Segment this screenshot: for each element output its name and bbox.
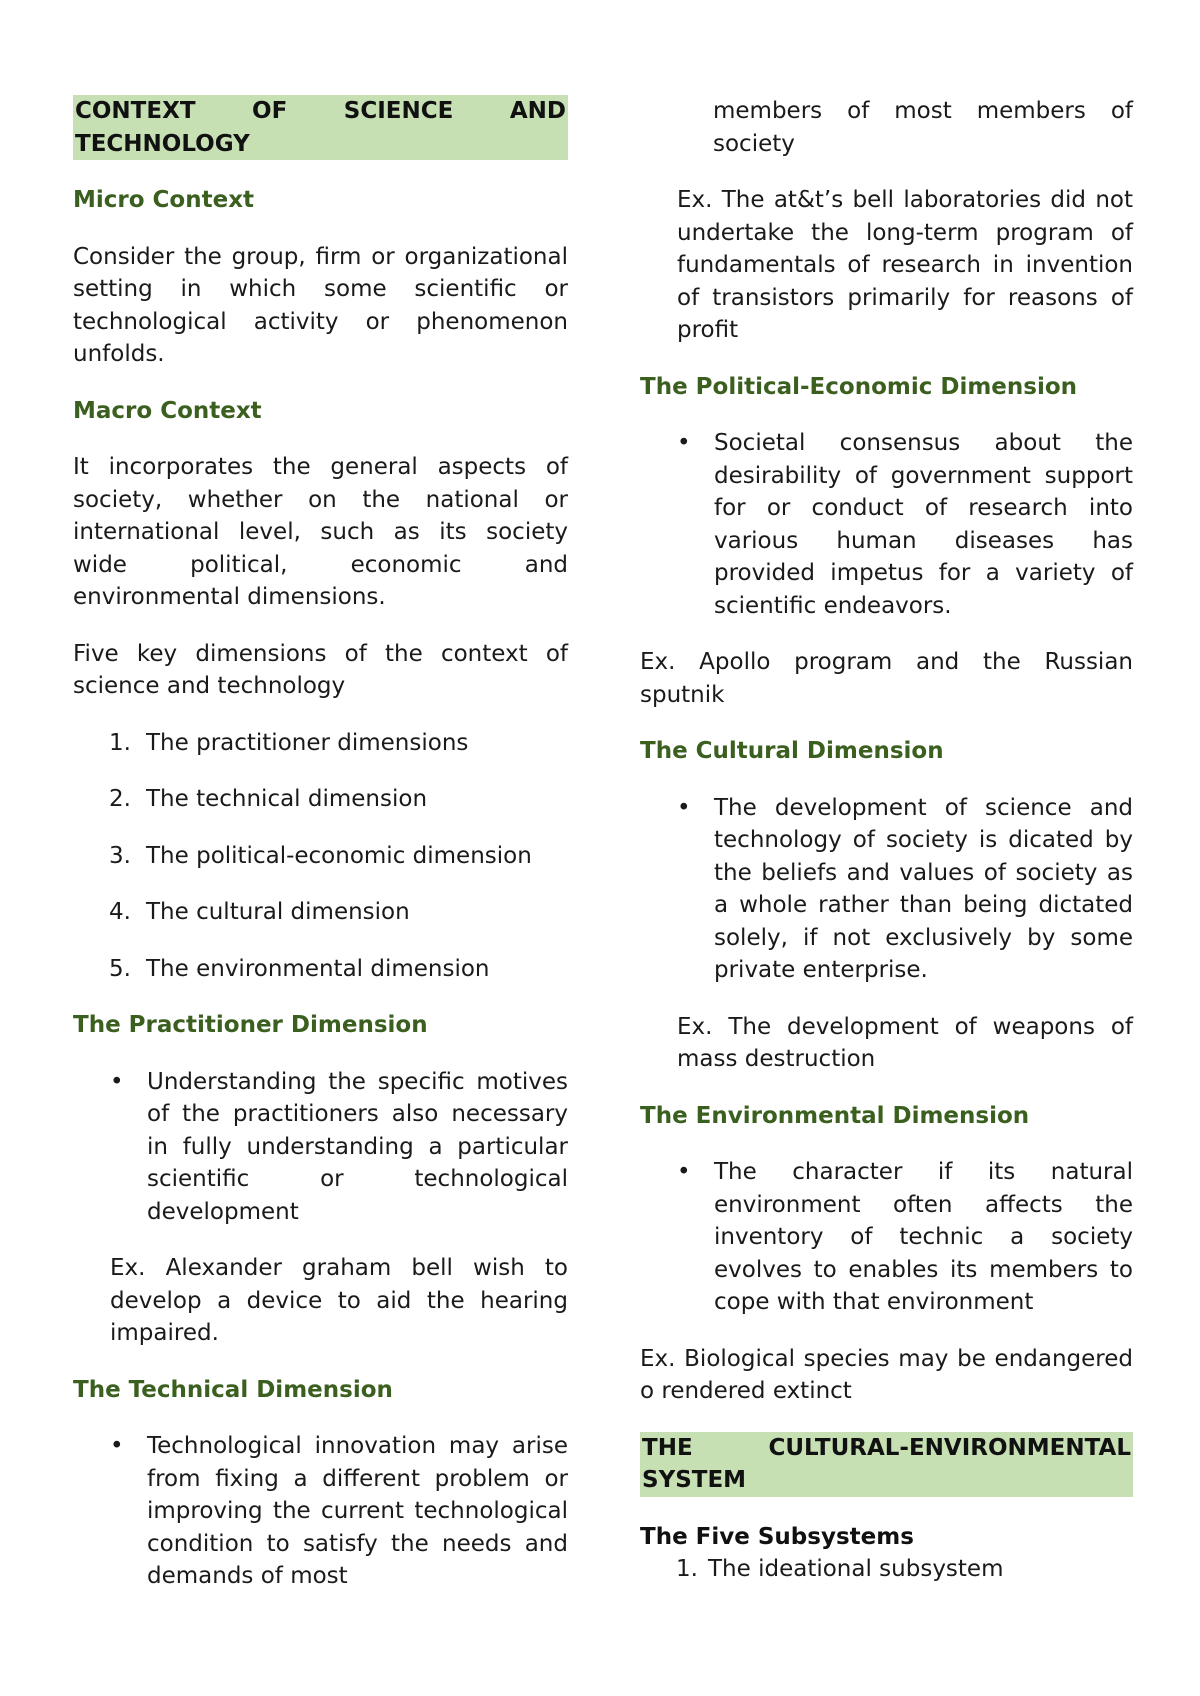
environmental-bullets [640, 1156, 1133, 1319]
practitioner-heading: The Practitioner Dimension [73, 1012, 428, 1038]
five-dimensions-intro: Five key dimensions of the context of science and technology [73, 640, 568, 699]
technical-bullet-continued: members of most members of society [713, 98, 1133, 157]
system-title [640, 1432, 1133, 1497]
bullet-item: • Technological innovation may arise from fixing a different problem or improving the current technological condition to satisfy the needs and demands of most [147, 1430, 568, 1593]
right-column [640, 95, 1133, 1586]
cultural-example: Ex. The development of weapons of mass destruction [677, 1013, 1133, 1072]
technical-bullets [73, 1430, 568, 1593]
system-title-text: THE CULTURAL-ENVIRONMENTAL SYSTEM [642, 1434, 1131, 1493]
left-column [73, 95, 568, 1617]
political-economic-heading: The Political-Economic Dimension [640, 373, 1078, 400]
political-bullets [640, 427, 1133, 622]
list-item: 2. The technical dimension [109, 786, 428, 812]
practitioner-bullets [73, 1066, 568, 1229]
list-item: 4. The cultural dimension [109, 899, 410, 925]
dimensions-list [73, 727, 568, 986]
cultural-bullets [640, 792, 1133, 987]
list-item: 3. The political-economic dimension [109, 842, 532, 869]
bullet-item: • The development of science and technology of society is dicated by the beliefs and values of society as a whole rather than being dictated solely, if not exclusively by some private enterprise. [714, 792, 1133, 987]
bullet-item: • The character if its natural environment often affects the inventory of technic a society evolves to enables its members to cope with that environment [714, 1156, 1133, 1319]
macro-context-text: It incorporates the general aspects of society, whether on the national or international level, such as its society wide political, economic and environmental dimensions. [73, 454, 568, 610]
technical-example: Ex. The at&t’s bell laboratories did not undertake the long-term program of fundamentals of research in invention of transistors primarily for reasons of profit [677, 187, 1133, 343]
list-item: 1. The ideational subsystem [676, 1556, 1004, 1582]
micro-context-text: Consider the group, firm or organizational setting in which some scientific or technological activity or phenomenon unfolds. [73, 243, 568, 367]
environmental-example: Ex. Biological species may be endangered o rendered extinct [640, 1345, 1133, 1404]
environmental-heading: The Environmental Dimension [640, 1102, 1030, 1129]
political-example: Ex. Apollo program and the Russian sputnik [640, 649, 1133, 708]
micro-context-heading: Micro Context [73, 187, 255, 213]
document-title [73, 95, 568, 160]
document-title-text: CONTEXT OF SCIENCE AND TECHNOLOGY [75, 98, 566, 157]
bullet-item: • Societal consensus about the desirability of government support for or conduct of research into various human diseases has provided impetus for a variety of scientific endeavors. [714, 427, 1133, 622]
practitioner-example: Ex. Alexander graham bell wish to develop a device to aid the hearing impaired. [110, 1255, 568, 1346]
subsystems-list [640, 1553, 1133, 1586]
cultural-heading: The Cultural Dimension [640, 738, 944, 764]
macro-context-heading: Macro Context [73, 397, 262, 424]
list-item: 5. The environmental dimension [109, 955, 490, 982]
list-item: 1. The practitioner dimensions [109, 729, 469, 756]
technical-heading: The Technical Dimension [73, 1376, 393, 1403]
bullet-item: • Understanding the specific motives of the practitioners also necessary in fully understanding a particular scientific or technological development [147, 1066, 568, 1229]
subsystems-heading: The Five Subsystems [640, 1523, 914, 1550]
